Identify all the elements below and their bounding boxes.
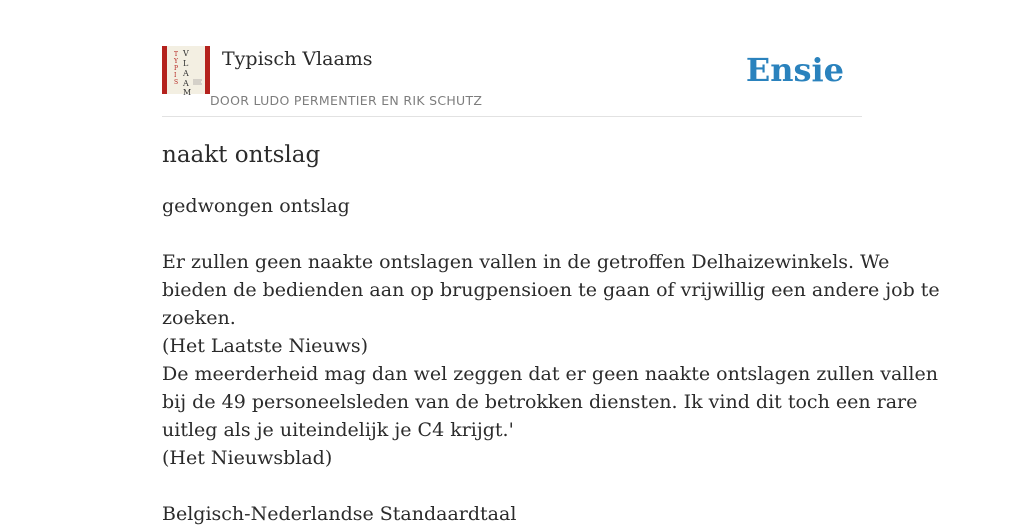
entry-line: Er zullen geen naakte ontslagen vallen in de getroffen Delhaizewinkels. We <box>162 251 890 273</box>
entry-line: zoeken. <box>162 307 236 329</box>
dictionary-title[interactable]: Typisch Vlaams <box>222 48 373 70</box>
svg-text:A: A <box>183 69 189 78</box>
paragraph-gap <box>162 472 862 500</box>
entry-source: (Het Nieuwsblad) <box>162 447 333 469</box>
entry-title: naakt ontslag <box>162 142 321 168</box>
logo-letters-column: T <box>174 51 179 58</box>
dictionary-header <box>162 44 862 117</box>
svg-text:S: S <box>174 79 179 86</box>
ensie-brand-link[interactable]: Ensie <box>745 51 844 89</box>
svg-text:Y: Y <box>174 58 178 65</box>
entry-body <box>162 192 940 528</box>
entry-line: bij de 49 personeelsleden van de betrokken diensten. Ik vind dit toch een rare <box>162 391 918 413</box>
svg-text:L: L <box>183 59 189 68</box>
svg-text:M: M <box>183 88 192 97</box>
dictionary-authors: DOOR LUDO PERMENTIER EN RIK SCHUTZ <box>210 93 483 108</box>
entry-line: De meerderheid mag dan wel zeggen dat er geen naakte ontslagen zullen vallen <box>162 363 938 385</box>
svg-text:P: P <box>174 65 179 72</box>
entry-line: bieden de bedienden aan op brugpensioen te gaan of vrijwillig een andere job te <box>162 279 940 301</box>
entry-register-note: Belgisch-Nederlandse Standaardtaal <box>162 503 517 525</box>
entry-source: (Het Laatste Nieuws) <box>162 335 369 357</box>
entry-line: uitleg als je uiteindelijk je C4 krijgt.' <box>162 419 514 441</box>
entry-definition: gedwongen ontslag <box>162 195 350 217</box>
dictionary-logo-icon[interactable] <box>162 46 210 97</box>
svg-text:V: V <box>183 49 189 58</box>
svg-text:A: A <box>183 79 189 88</box>
svg-text:I: I <box>174 72 177 79</box>
paragraph-gap <box>162 220 862 248</box>
